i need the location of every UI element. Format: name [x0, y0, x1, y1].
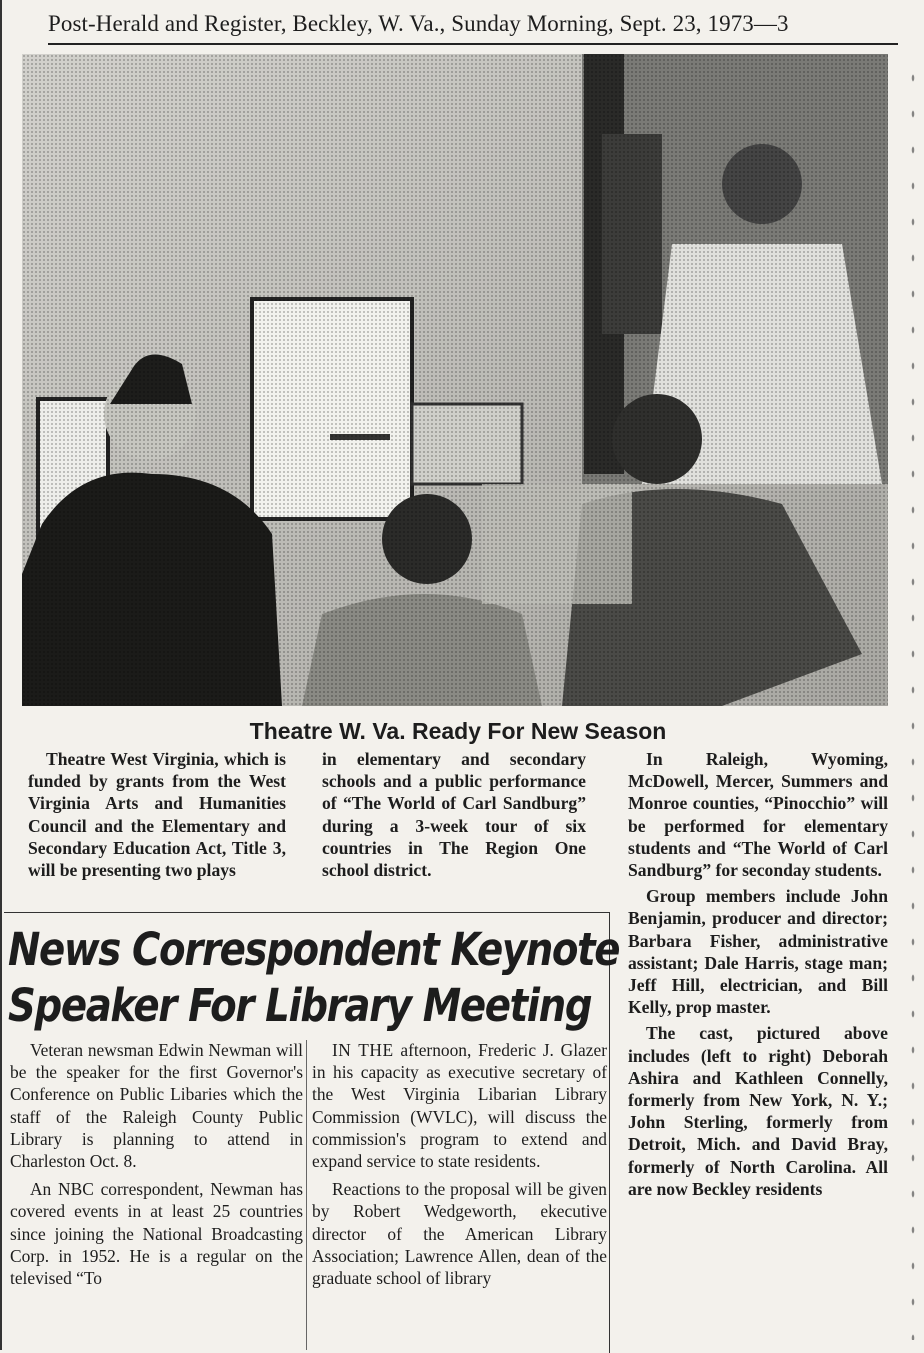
theatre-col2-paragraph: in elementary and secondary schools and a public performance of “The World of Carl Sandburg” during a 3-week tour of six countries in The Region One school district. [322, 749, 586, 881]
library-col2-paragraph-1-text: afternoon, Frederic J. Glazer in his capacity as executive secretary of the West Virginia Libarian Library Commission (WVLC), will discuss the commission's program to extend and expand service to state residents. [312, 1040, 607, 1172]
photo-illustration [22, 54, 888, 706]
theatre-group-photo [22, 54, 888, 706]
column-divider [306, 1040, 307, 1350]
masthead: Post-Herald and Register, Beckley, W. Va., Sunday Morning, Sept. 23, 1973—3 [48, 11, 789, 36]
masthead-rule [48, 43, 898, 45]
library-col1-paragraph-1: Veteran newsman Edwin Newman will be the speaker for the first Governor's Conference on Public Libaries which the staff of the Raleigh County Public Library is planning to attend in Charleston Oct. 8. [10, 1040, 303, 1172]
library-column-2 [312, 1039, 607, 1289]
theatre-col3-paragraph-2: Group members include John Benjamin, producer and director; Barbara Fisher, administrative assistant; Dale Harris, stage man; Jeff Hill, electrician, and Bill Kelly, prop master. [628, 886, 888, 1018]
library-headline [8, 922, 620, 1042]
theatre-column-1 [28, 748, 286, 881]
theatre-column-2 [322, 748, 586, 881]
library-headline-line-2: Speaker For Library Meeting [8, 979, 592, 1032]
theatre-headline: Theatre W. Va. Ready For New Season [249, 718, 667, 744]
theatre-col3-paragraph-3: The cast, pictured above includes (left to right) Deborah Ashira and Kathleen Connelly, formerly from New York, N. Y.; John Sterling, formerly from Detroit, Mich. and David Bray, formerly of North Carolina. All are now Beckley residents [628, 1023, 888, 1199]
library-col2-paragraph-1 [312, 1039, 607, 1172]
library-col2-lead-in: IN THE [332, 1040, 394, 1060]
page-edge-specks [906, 60, 920, 1340]
library-col1-paragraph-2: An NBC correspondent, Newman has covered events in at least 25 countries since joining the National Broadcasting Corp. in 1952. He is a regular on the televised “To [10, 1179, 303, 1289]
library-col2-paragraph-2: Reactions to the proposal will be given by Robert Wedgeworth, ekecutive director of the American Library Association; Lawrence Allen, dean of the graduate school of library [312, 1179, 607, 1289]
theatre-col1-paragraph: Theatre West Virginia, which is funded by grants from the West Virginia Arts and Humanities Council and the Elementary and Secondary Education Act, Title 3, will be presenting two plays [28, 749, 286, 881]
theatre-column-3 [628, 748, 888, 1200]
library-column-1 [10, 1039, 303, 1289]
library-headline-line-1: News Correspondent Keynote [8, 923, 620, 976]
page-edge-rule [0, 0, 2, 1350]
theatre-col3-paragraph-1: In Raleigh, Wyoming, McDowell, Mercer, Summers and Monroe counties, “Pinocchio” will be performed for elementary students and “The World of Carl Sandburg” for seconday students. [628, 749, 888, 881]
